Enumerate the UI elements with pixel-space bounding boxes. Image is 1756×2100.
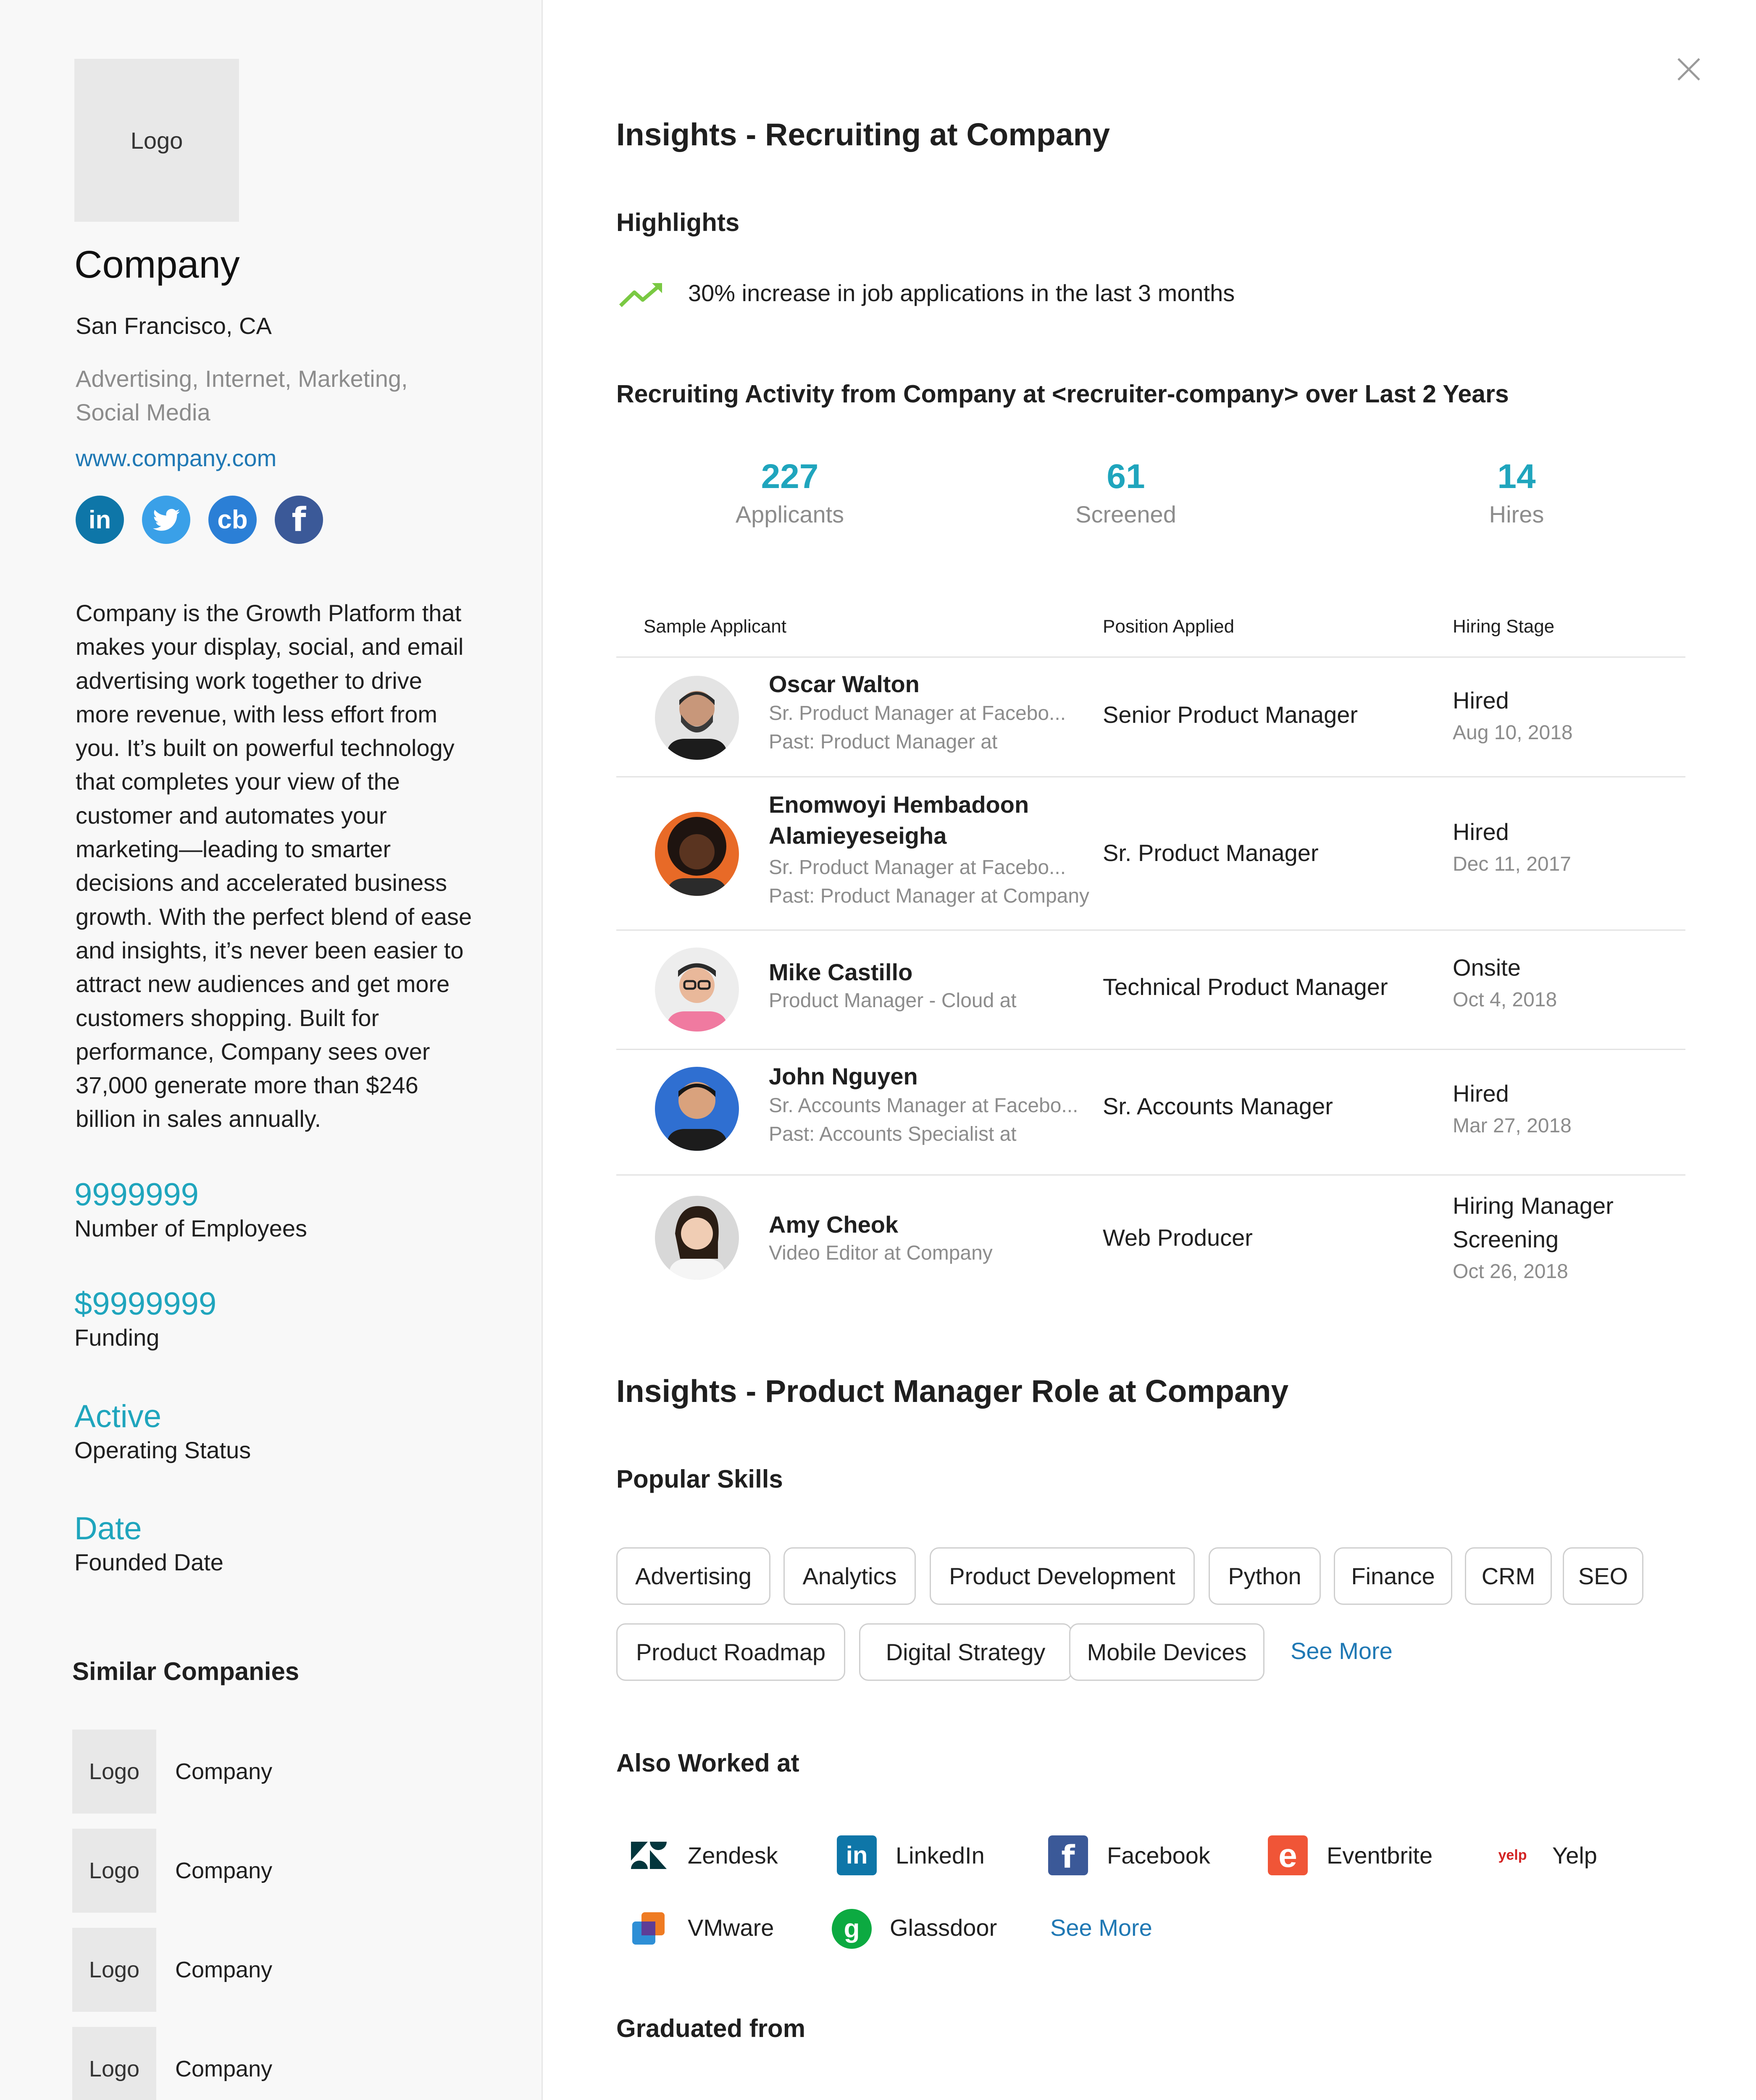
description-line: you. It’s built on powerful technology [76, 735, 455, 761]
applicant-current-role: Video Editor at Company [769, 1242, 993, 1264]
twitter-bird-icon [153, 509, 180, 531]
column-header-stage: Hiring Stage [1453, 616, 1555, 637]
similar-company-item[interactable] [72, 1730, 408, 1816]
applicant-past-role: Past: Accounts Specialist at [769, 1123, 1017, 1145]
glassdoor-icon: g [832, 1909, 872, 1949]
company-label[interactable]: Eventbrite [1327, 1842, 1433, 1869]
company-label[interactable]: Yelp [1552, 1842, 1597, 1869]
hiring-stage-date: Mar 27, 2018 [1453, 1115, 1572, 1137]
hiring-stage: Onsite [1453, 954, 1521, 981]
skill-chip[interactable]: Digital Strategy [859, 1623, 1072, 1681]
twitter-icon[interactable] [142, 496, 190, 544]
similar-company-name: Company [175, 2056, 273, 2082]
social-links [76, 496, 370, 546]
similar-company-logo: Logo [72, 1730, 156, 1814]
skill-chip[interactable]: Python [1209, 1547, 1321, 1605]
stat-label: Operating Status [74, 1437, 251, 1463]
applicant-avatar [655, 948, 739, 1032]
metric-label: Hires [1489, 501, 1544, 528]
metric-screened [1042, 456, 1210, 531]
skill-chip[interactable]: Product Roadmap [616, 1623, 845, 1681]
company-location: San Francisco, CA [76, 312, 272, 339]
stat-value: Active [74, 1399, 161, 1434]
description-line: that completes your view of the [76, 768, 400, 795]
applicant-current-role: Sr. Product Manager at Facebo... [769, 702, 1066, 724]
description-line: more revenue, with less effort from [76, 701, 438, 727]
company-website-link[interactable]: www.company.com [76, 445, 277, 471]
eventbrite-icon: e [1268, 1835, 1308, 1875]
description-line: decisions and accelerated business [76, 869, 447, 896]
similar-company-item[interactable] [72, 1829, 408, 1915]
applicant-current-role: Product Manager - Cloud at [769, 990, 1017, 1012]
similar-company-logo: Logo [72, 2027, 156, 2100]
table-row[interactable] [616, 1176, 1685, 1302]
similar-company-item[interactable] [72, 1928, 408, 2014]
stat-value: $9999999 [74, 1286, 217, 1322]
skill-chip[interactable]: CRM [1465, 1547, 1552, 1605]
position-applied: Web Producer [1103, 1224, 1253, 1251]
table-row[interactable] [616, 777, 1685, 929]
company-label[interactable]: LinkedIn [896, 1842, 985, 1869]
zendesk-icon [629, 1835, 669, 1875]
applicant-current-role: Sr. Product Manager at Facebo... [769, 856, 1066, 879]
popular-skills-title: Popular Skills [616, 1465, 783, 1493]
applicant-name[interactable]: Amy Cheok [769, 1211, 899, 1238]
pm-insights-title: Insights - Product Manager Role at Company [616, 1373, 1289, 1409]
company-label[interactable]: Facebook [1107, 1842, 1210, 1869]
similar-companies-title: Similar Companies [72, 1657, 300, 1685]
applicant-avatar [655, 1196, 739, 1280]
column-header-applicant: Sample Applicant [644, 616, 786, 637]
metric-value: 227 [761, 457, 819, 496]
hiring-stage-line: Screening [1453, 1226, 1559, 1252]
applicant-past-role: Past: Product Manager at [769, 731, 998, 753]
applicant-name-line: Enomwoyi Hembadoon [769, 791, 1029, 818]
metric-hires [1433, 456, 1601, 531]
stat-value: Date [74, 1511, 142, 1546]
similar-company-name: Company [175, 1957, 273, 1982]
applicant-name[interactable]: John Nguyen [769, 1063, 918, 1089]
hiring-stage: Hired [1453, 819, 1509, 845]
trending-up-icon [618, 281, 665, 312]
company-logo: Logo [74, 59, 239, 222]
recruiting-insights-title: Insights - Recruiting at Company [616, 117, 1110, 152]
stat-founded-date [74, 1510, 223, 1577]
close-button[interactable] [1672, 52, 1706, 86]
also-worked-at-title: Also Worked at [616, 1749, 799, 1777]
company-label[interactable]: VMware [688, 1914, 774, 1941]
stat-value: 9999999 [74, 1177, 199, 1213]
stat-label: Number of Employees [74, 1215, 308, 1242]
facebook-icon: f [1048, 1835, 1088, 1875]
position-applied: Sr. Accounts Manager [1103, 1093, 1333, 1119]
crunchbase-icon[interactable]: cb [208, 496, 257, 544]
table-row[interactable] [616, 931, 1685, 1049]
similar-company-name: Company [175, 1858, 273, 1883]
similar-company-item[interactable] [72, 2027, 408, 2100]
skill-chip[interactable]: Advertising [616, 1547, 770, 1605]
applicant-avatar [655, 676, 739, 760]
description-line: growth. With the perfect blend of ease [76, 903, 472, 930]
metric-applicants [706, 456, 874, 531]
description-line: 37,000 generate more than $246 [76, 1072, 418, 1099]
description-line: marketing—leading to smarter [76, 836, 391, 863]
skill-chip[interactable]: Finance [1334, 1547, 1452, 1605]
applicant-avatar [655, 1067, 739, 1151]
table-row[interactable] [616, 1050, 1685, 1174]
description-line: customers shopping. Built for [76, 1004, 379, 1031]
hiring-stage: Hired [1453, 687, 1509, 714]
metric-label: Screened [1075, 501, 1176, 528]
company-label[interactable]: Glassdoor [890, 1914, 997, 1941]
description-line: and insights, it’s never been easier to [76, 937, 464, 963]
stat-operating-status [74, 1398, 251, 1465]
skill-chip[interactable]: Mobile Devices [1069, 1623, 1264, 1681]
highlight-text: 30% increase in job applications in the last 3 months [688, 280, 1235, 306]
metric-value: 14 [1497, 457, 1536, 496]
company-sidebar [0, 0, 543, 2100]
hiring-stage-date: Dec 11, 2017 [1453, 853, 1571, 875]
stat-label: Founded Date [74, 1549, 223, 1575]
hiring-stage-line: Hiring Manager [1453, 1192, 1614, 1219]
highlights-title: Highlights [616, 208, 740, 236]
vmware-icon [629, 1909, 669, 1949]
industries-line: Advertising, Internet, Marketing, [76, 365, 408, 392]
hiring-stage [1453, 1189, 1614, 1256]
applicant-name[interactable]: Mike Castillo [769, 959, 913, 985]
hiring-stage: Hired [1453, 1080, 1509, 1107]
description-line: billion in sales annually. [76, 1105, 321, 1132]
linkedin-icon: in [837, 1835, 877, 1875]
description-line: advertising work together to drive [76, 667, 422, 694]
skill-chip[interactable]: Product Development [930, 1547, 1195, 1605]
metric-value: 61 [1107, 457, 1145, 496]
yelp-icon: yelp [1498, 1847, 1527, 1863]
linkedin-icon[interactable]: in [76, 496, 124, 544]
stat-label: Funding [74, 1324, 160, 1351]
applicant-name[interactable] [769, 789, 1029, 851]
position-applied: Sr. Product Manager [1103, 840, 1319, 866]
companies-see-more-link[interactable]: See More [1050, 1914, 1152, 1941]
applicant-past-role: Past: Product Manager at Company [769, 885, 1090, 907]
industries-line: Social Media [76, 399, 210, 425]
applicant-current-role: Sr. Accounts Manager at Facebo... [769, 1095, 1078, 1117]
recruiting-activity-title: Recruiting Activity from Company at <recruiter-company> over Last 2 Years [616, 380, 1509, 408]
hiring-stage-date: Oct 26, 2018 [1453, 1260, 1568, 1283]
company-description [76, 596, 521, 1136]
description-line: attract new audiences and get more [76, 971, 450, 998]
hiring-stage-date: Aug 10, 2018 [1453, 722, 1573, 744]
skills-see-more-link[interactable]: See More [1291, 1638, 1393, 1664]
stat-funding [74, 1285, 216, 1352]
description-line: performance, Company sees over [76, 1038, 430, 1065]
position-applied: Senior Product Manager [1103, 701, 1358, 728]
facebook-icon[interactable]: f [275, 496, 323, 544]
skill-chip[interactable]: SEO [1563, 1547, 1643, 1605]
close-icon [1672, 52, 1706, 86]
stat-employees [74, 1176, 307, 1243]
hiring-stage-date: Oct 4, 2018 [1453, 989, 1557, 1011]
description-line: customer and automates your [76, 802, 387, 829]
similar-company-logo: Logo [72, 1829, 156, 1913]
metric-label: Applicants [735, 501, 844, 528]
applicant-name-line: Alamieyeseigha [769, 822, 947, 849]
graduated-from-title: Graduated from [616, 2014, 806, 2042]
description-line: makes your display, social, and email [76, 633, 464, 660]
applicant-name[interactable]: Oscar Walton [769, 671, 920, 697]
description-line: Company is the Growth Platform that [76, 600, 462, 626]
skill-chip[interactable]: Analytics [783, 1547, 916, 1605]
company-label[interactable]: Zendesk [688, 1842, 778, 1869]
applicant-avatar [655, 812, 739, 896]
similar-company-logo: Logo [72, 1928, 156, 2012]
company-name: Company [74, 243, 240, 286]
company-industries [76, 362, 408, 429]
similar-company-name: Company [175, 1759, 273, 1784]
column-header-position: Position Applied [1103, 616, 1235, 637]
position-applied: Technical Product Manager [1103, 974, 1388, 1000]
table-row[interactable] [616, 658, 1685, 776]
